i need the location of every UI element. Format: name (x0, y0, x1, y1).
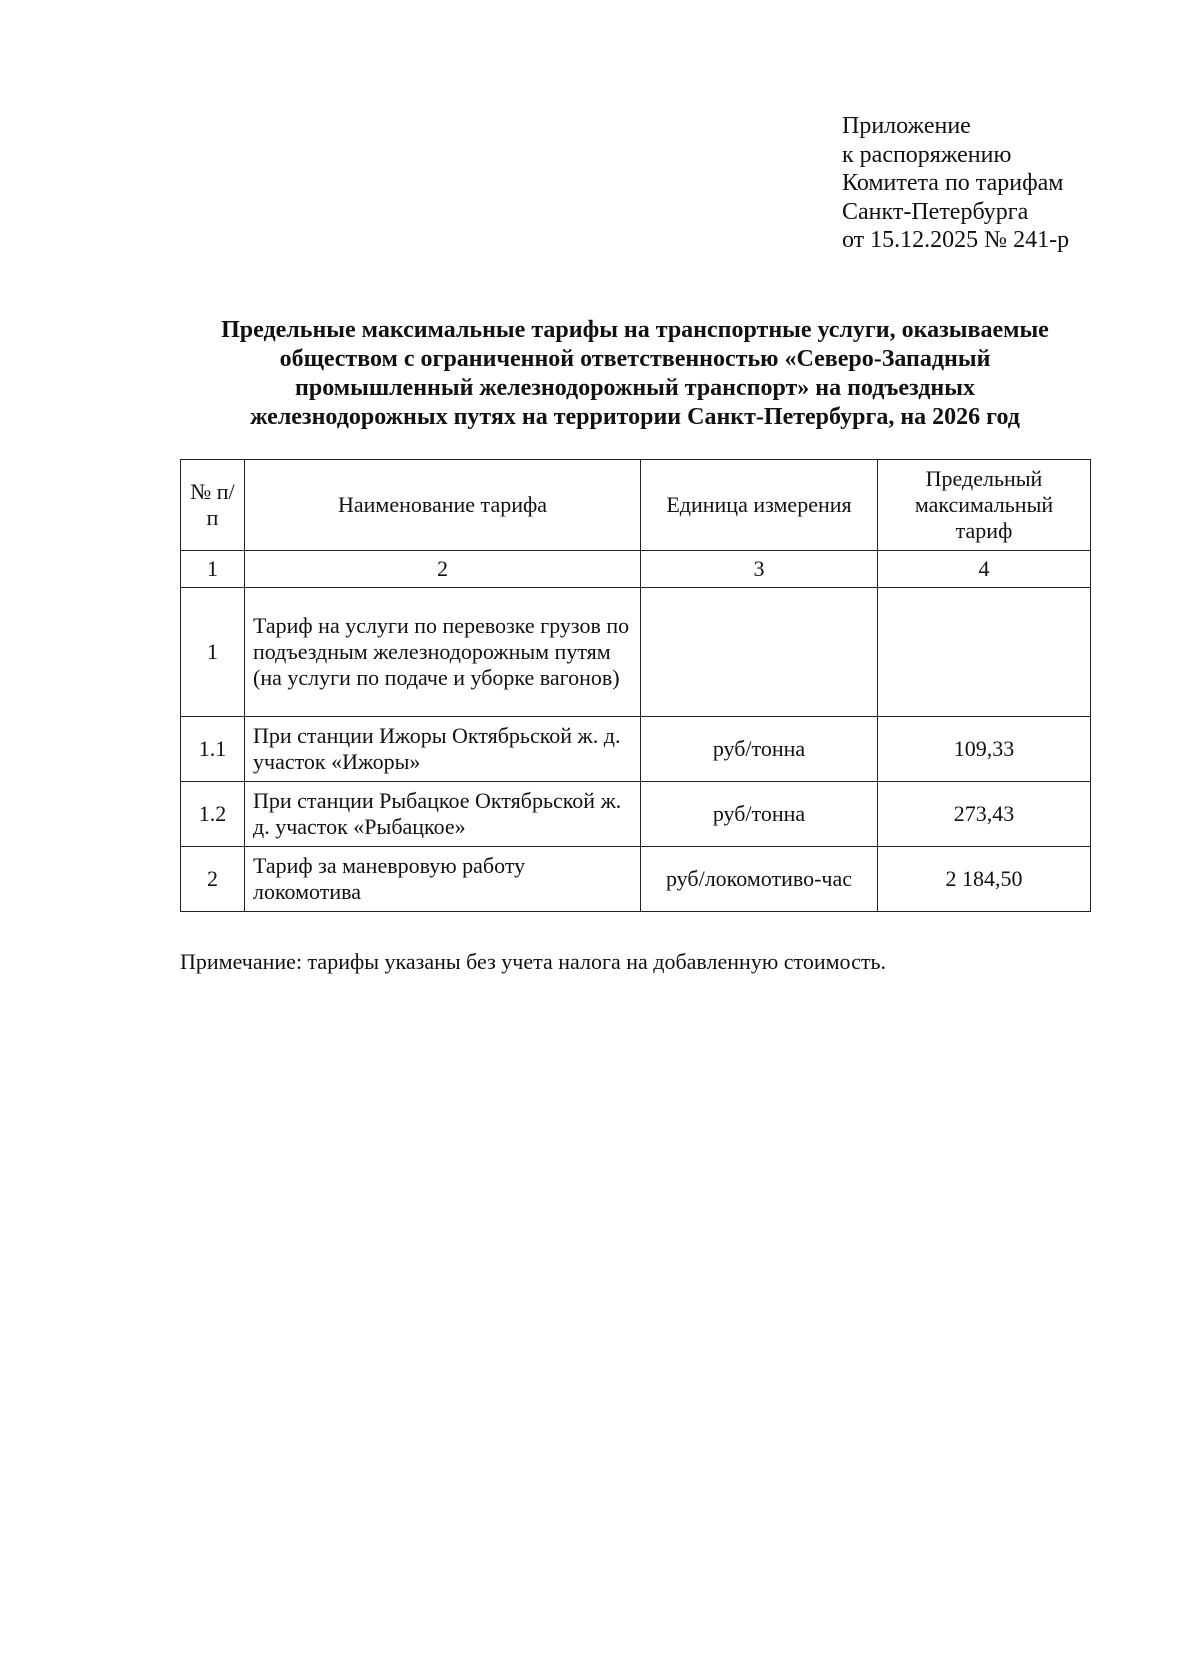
column-number: 1 (181, 551, 245, 588)
header-number: № п/п (181, 460, 245, 551)
tariff-table (180, 459, 1091, 912)
table-row (181, 588, 1091, 717)
table-header-row (181, 460, 1091, 551)
column-number: 2 (245, 551, 641, 588)
table-row (181, 717, 1091, 782)
table-row (181, 847, 1091, 912)
row-number: 1 (181, 588, 245, 717)
appendix-reference (842, 112, 1069, 255)
table-row (181, 782, 1091, 847)
header-name: Наименование тарифа (245, 460, 641, 551)
column-number: 3 (641, 551, 878, 588)
row-tariff: 109,33 (878, 717, 1091, 782)
row-number: 1.1 (181, 717, 245, 782)
row-name: Тариф на услуги по перевозке грузов по подъездным железнодорожным путям (на услуги по подаче и уборке вагонов) (245, 588, 641, 717)
title-line: железнодорожных путях на территории Санкт-Петербурга, на 2026 год (250, 404, 1020, 430)
appendix-line: к распоряжению (842, 141, 1012, 168)
row-name: Тариф за маневровую работу локомотива (245, 847, 641, 912)
row-tariff (878, 588, 1091, 717)
column-number: 4 (878, 551, 1091, 588)
appendix-line: Комитета по тарифам (842, 170, 1064, 196)
appendix-line: Санкт-Петербурга (842, 198, 1029, 225)
vat-note: Примечание: тарифы указаны без учета налога на добавленную стоимость. (180, 949, 886, 974)
row-unit (641, 588, 878, 717)
row-name: При станции Ижоры Октябрьской ж. д. участок «Ижоры» (245, 717, 641, 782)
row-unit: руб/тонна (641, 717, 878, 782)
header-tariff: Предельный максимальный тариф (878, 460, 1091, 551)
row-number: 1.2 (181, 782, 245, 847)
appendix-line: Приложение (842, 113, 971, 139)
title-line: обществом с ограниченной ответственностью «Северо-Западный (279, 346, 991, 372)
row-tariff: 2 184,50 (878, 847, 1091, 912)
title-line: промышленный железнодорожный транспорт» на подъездных (295, 375, 975, 401)
row-unit: руб/локомотиво-час (641, 847, 878, 912)
column-numbers-row (181, 551, 1091, 588)
row-name: При станции Рыбацкое Октябрьской ж. д. участок «Рыбацкое» (245, 782, 641, 847)
title-line: Предельные максимальные тарифы на транспортные услуги, оказываемые (221, 317, 1049, 343)
row-tariff: 273,43 (878, 782, 1091, 847)
appendix-date-number: от 15.12.2025 № 241-р (842, 227, 1070, 253)
document-title (170, 316, 1100, 432)
row-unit: руб/тонна (641, 782, 878, 847)
header-unit: Единица измерения (641, 460, 878, 551)
row-number: 2 (181, 847, 245, 912)
